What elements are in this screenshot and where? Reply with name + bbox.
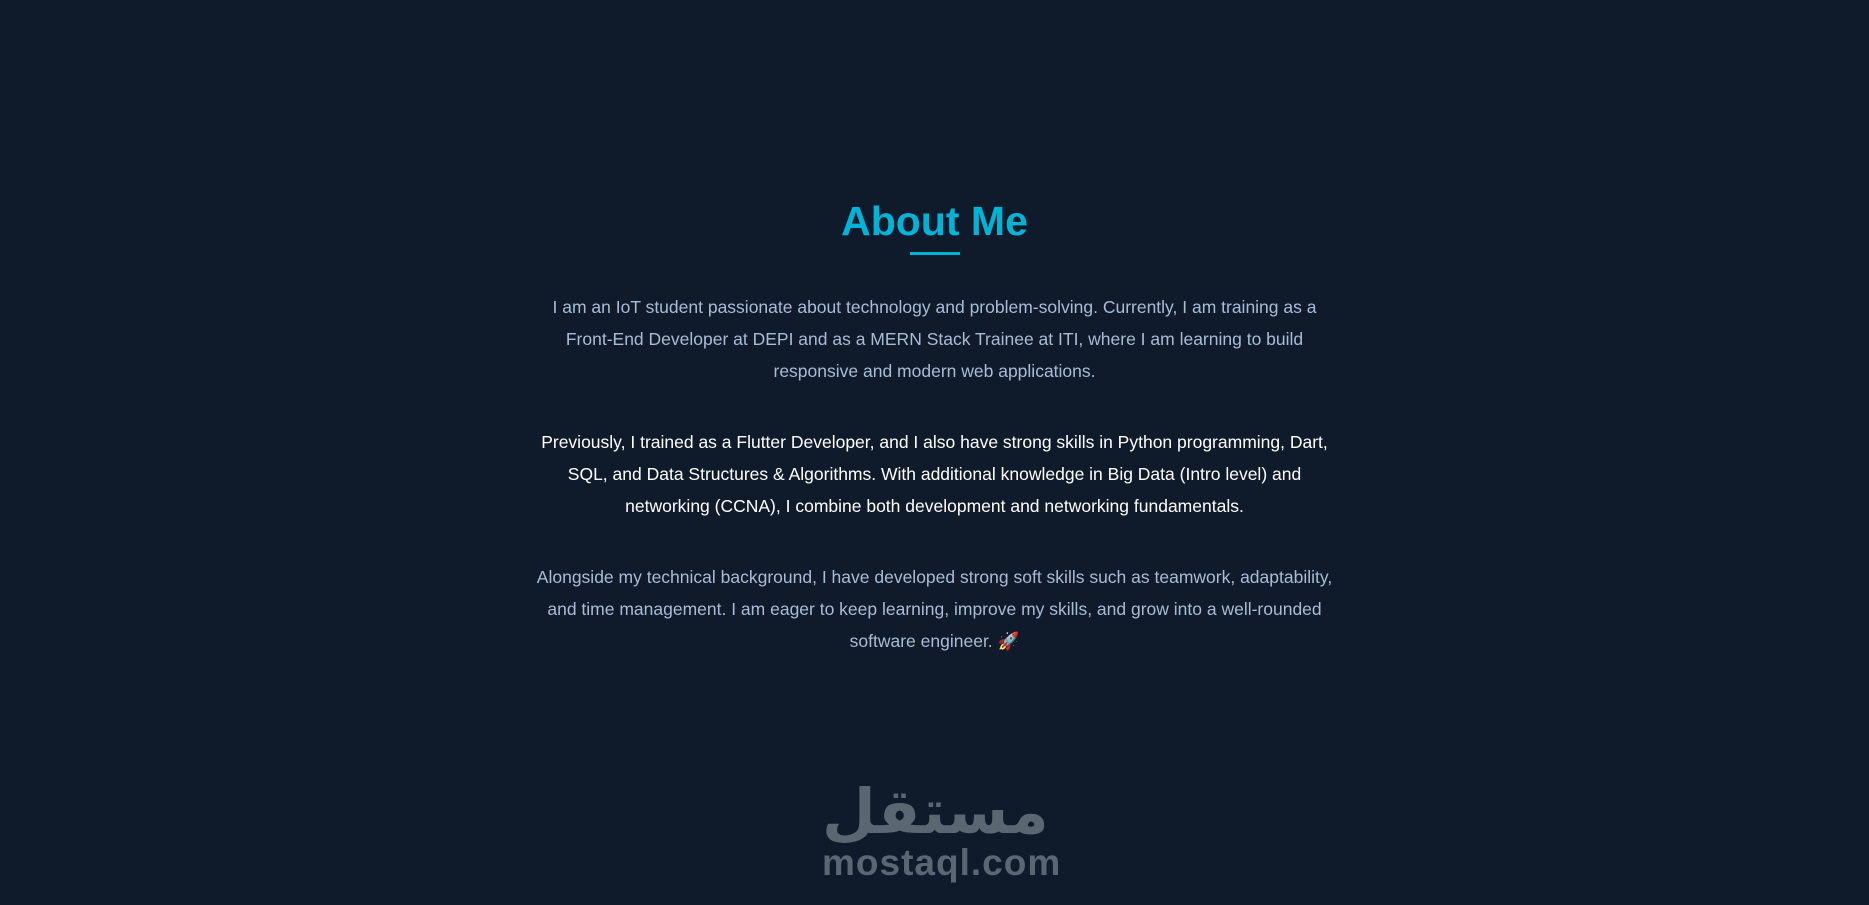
about-text — [535, 291, 1335, 657]
about-paragraph-3: Alongside my technical background, I have developed strong soft skills such as teamwork, adaptability, and time management. I am eager to keep learning, improve my skills, and grow into a well-rounded software engineer. 🚀 — [536, 567, 1333, 651]
watermark-arabic: مستقل — [822, 775, 1049, 848]
about-paragraph-1: I am an IoT student passionate about technology and problem-solving. Currently, I am training as a Front-End Developer at DEPI and as a MERN Stack Trainee at ITI, where I am learning to build responsive and modern web applications. — [552, 297, 1317, 381]
watermark-latin: mostaql.com — [822, 842, 1062, 883]
title-underline — [910, 252, 960, 255]
section-title: About Me — [841, 198, 1028, 244]
about-paragraph-2: Previously, I trained as a Flutter Developer, and I also have strong skills in Python programming, Dart, SQL, and Data Structures & Algorithms. With additional knowledge in Big Data (Intro level) and networking (CCNA), I combine both development and networking fundamentals. — [541, 432, 1328, 516]
mostaql-watermark-logo — [822, 775, 1062, 883]
about-section — [0, 196, 1869, 696]
